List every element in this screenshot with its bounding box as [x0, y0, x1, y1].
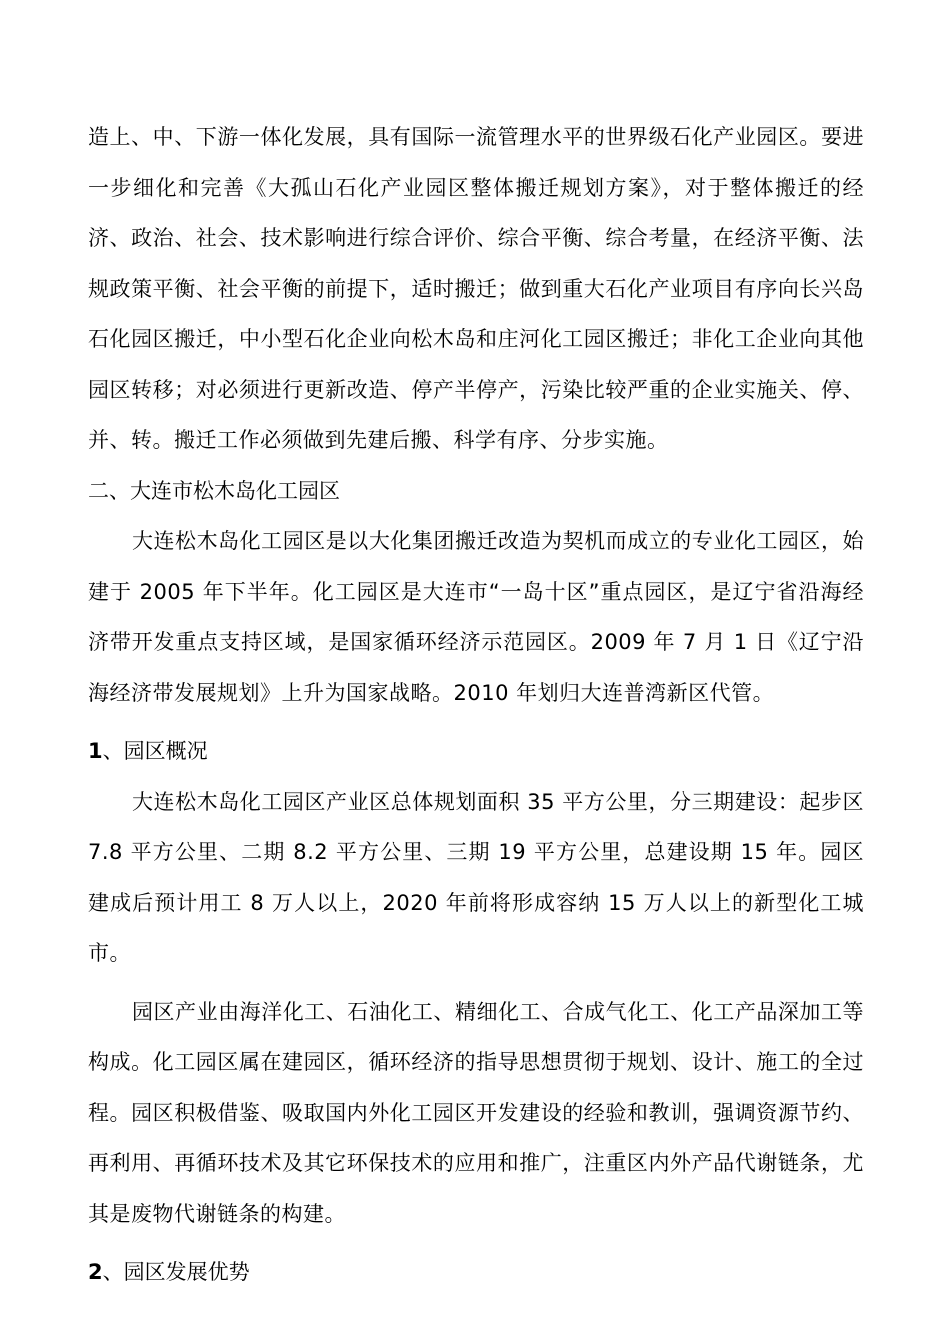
section-heading-songmudao: 二、大连市松木岛化工园区 — [88, 478, 340, 503]
document-body — [88, 112, 864, 1298]
heading-number: 2 — [88, 1260, 103, 1284]
paragraph-planning-area: 大连松木岛化工园区产业区总体规划面积 35 平方公里，分三期建设：起步区 7.8 平方公里、二期 8.2 平方公里、三期 19 平方公里，总建设期 15 年。园区建成后预计用工 8 万人以上，2020 年前将形成容纳 15 万人以上的新型化工城市。 — [88, 789, 864, 965]
paragraph-relocation-plan: 造上、中、下游一体化发展，具有国际一流管理水平的世界级石化产业园区。要进一步细化和完善《大孤山石化产业园区整体搬迁规划方案》，对于整体搬迁的经济、政治、社会、技术影响进行综合评价、综合平衡、综合考量，在经济平衡、法规政策平衡、社会平衡的前提下，适时搬迁；做到重大石化产业项目有序向长兴岛石化园区搬迁，中小型石化企业向松木岛和庄河化工园区搬迁；非化工企业向其他园区转移；对必须进行更新改造、停产半停产，污染比较严重的企业实施关、停、并、转。搬迁工作必须做到先建后搬、科学有序、分步实施。 — [88, 125, 864, 452]
subsection-heading-advantages — [88, 1247, 864, 1298]
spacer — [88, 979, 864, 987]
heading-text: 、园区概况 — [102, 739, 208, 763]
paragraph-songmudao-intro: 大连松木岛化工园区是以大化集团搬迁改造为契机而成立的专业化工园区，始建于 2005 年下半年。化工园区是大连市“一岛十区”重点园区，是辽宁省沿海经济带开发重点支持区域，是国家循环经济示范园区。2009 年 7 月 1 日《辽宁沿海经济带发展规划》上升为国家战略。2010 年划归大连普湾新区代管。 — [88, 529, 864, 705]
subsection-heading-overview — [88, 726, 864, 777]
spacer — [88, 718, 864, 726]
heading-number: 1 — [88, 739, 103, 763]
paragraph-industry-structure: 园区产业由海洋化工、石油化工、精细化工、合成气化工、化工产品深加工等构成。化工园区属在建园区，循环经济的指导思想贯彻于规划、设计、施工的全过程。园区积极借鉴、吸取国内外化工园区开发建设的经验和教训，强调资源节约、再利用、再循环技术及其它环保技术的应用和推广，注重区内外产品代谢链条，尤其是废物代谢链条的构建。 — [88, 999, 864, 1226]
heading-text: 、园区发展优势 — [102, 1260, 250, 1284]
spacer — [88, 1239, 864, 1247]
